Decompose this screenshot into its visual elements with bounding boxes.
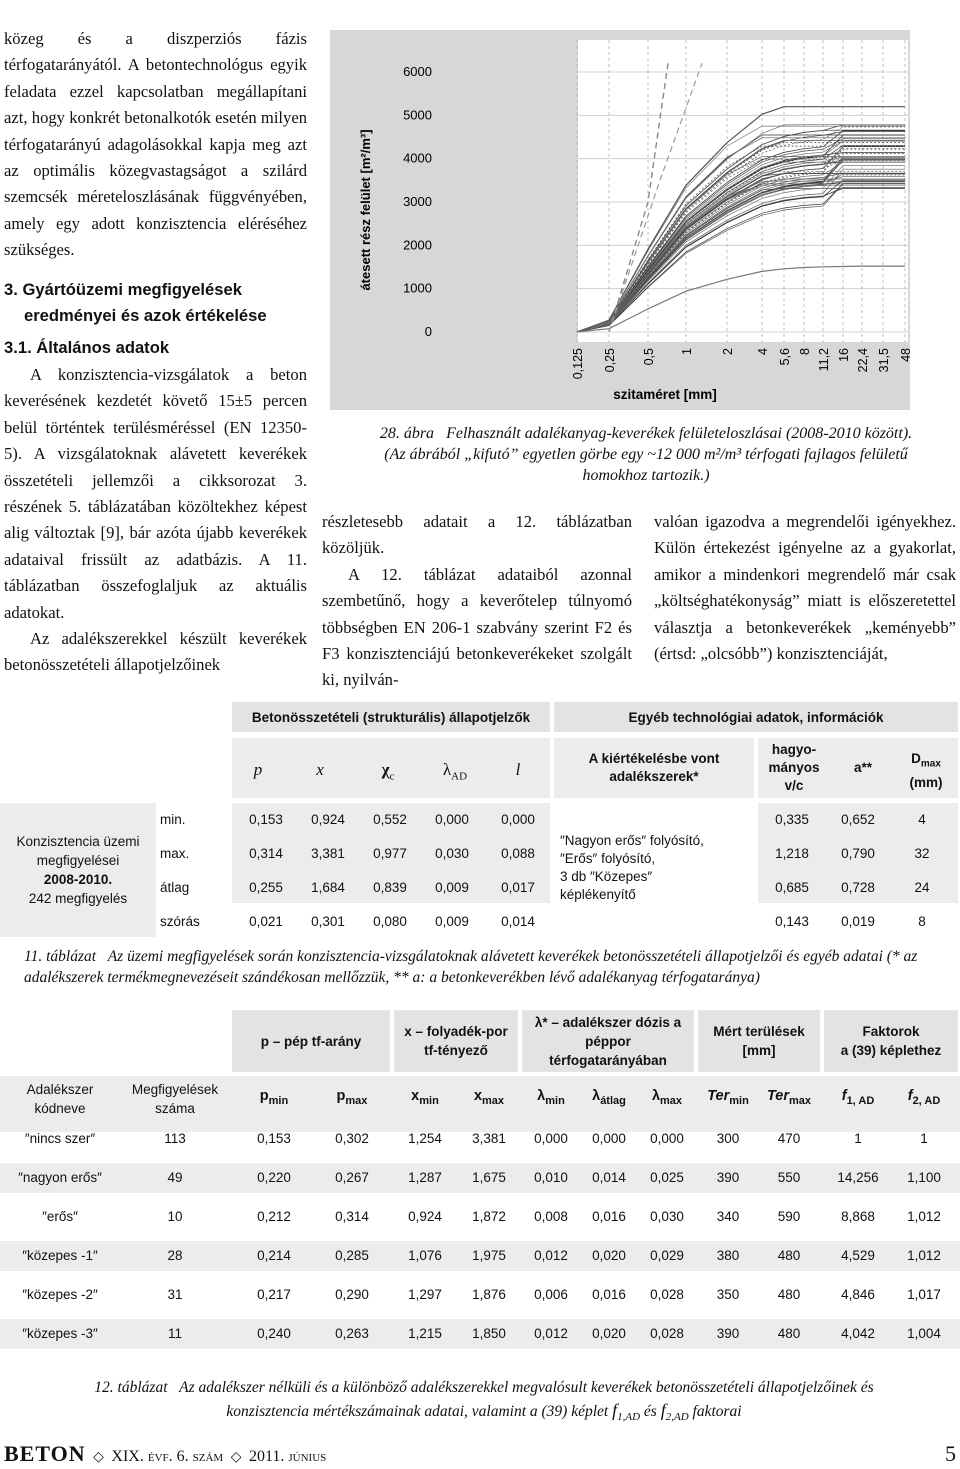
diamond-icon: ◇ (227, 1450, 245, 1465)
t12-cell-n: 10 (167, 1209, 183, 1224)
t11-col-a: a** (853, 760, 872, 775)
t11-side-line1: Konzisztencia üzemi (16, 834, 140, 849)
t11-col-dmax-unit: (mm) (909, 774, 943, 790)
t12-cell-n: 28 (167, 1248, 183, 1263)
t12-cell-f1: 14,256 (837, 1170, 879, 1185)
t12-cell-pmax: 0,302 (335, 1131, 369, 1146)
t11-side-label (0, 803, 156, 937)
t12-cell-f2: 1,100 (907, 1170, 941, 1185)
t11-cell-p: 0,314 (249, 846, 283, 861)
t12-cell-pmin: 0,212 (257, 1209, 291, 1224)
t12-header-ter (698, 1010, 820, 1072)
t12-cell-lavg: 0,020 (592, 1248, 626, 1263)
table-12-caption-line2a: konzisztencia mértékszámainak adatai, valamint a (39) képlet (226, 1403, 609, 1420)
t12-cell-lavg: 0,000 (592, 1131, 626, 1146)
t12-cell-lmax: 0,000 (650, 1131, 684, 1146)
t12-header-lambda-line1: λ* – adalékszer dózis a (534, 1014, 682, 1030)
figure-caption-line3: homokhoz tartozik.) (582, 467, 710, 484)
t12-cell-lmin: 0,006 (534, 1287, 568, 1302)
t12-cell-f1: 4,042 (841, 1326, 875, 1341)
t11-col-lambda (430, 760, 480, 782)
page-number: 5 (945, 1441, 956, 1466)
table-12 (0, 1008, 960, 1370)
journal-issue: XIX. évf. 6. szám (111, 1448, 224, 1465)
table-11-caption (24, 946, 944, 988)
figure-caption-line1: Felhasznált adalékanyag-keverékek felületeloszlásai (2008-2010 között). (446, 425, 913, 442)
t12-sub-pmin (236, 1088, 312, 1107)
t12-cell-lmax: 0,028 (650, 1287, 684, 1302)
t11-cell-p: 0,255 (249, 880, 283, 895)
t12-cell-lmin: 0,012 (534, 1326, 568, 1341)
t12-header-ter-line1: Mért terülések (713, 1024, 805, 1039)
t12-cell-lmax: 0,029 (650, 1248, 684, 1263)
left-column (4, 26, 307, 679)
t12-header-x-line2: tf-tényező (424, 1043, 488, 1058)
t12-sub-xmin-symbol: x (411, 1088, 420, 1104)
y-tick-label: 1000 (403, 280, 432, 296)
t12-sub-xmax-sub: max (482, 1094, 505, 1107)
t11-col-vc-line1: hagyo- (771, 742, 817, 757)
t12-cell-xmin: 1,215 (408, 1326, 442, 1341)
t12-cell-tmin: 380 (716, 1248, 740, 1263)
t12-sub-xmax-symbol: x (473, 1088, 483, 1104)
y-tick-label: 3000 (403, 194, 432, 209)
caption-f2-sub: 2,AD (665, 1411, 689, 1424)
t12-cell-f2: 1,017 (907, 1287, 941, 1302)
t11-side-line4: 242 megfigyelés (28, 891, 128, 906)
t11-col-chi (368, 760, 408, 782)
diamond-icon: ◇ (89, 1450, 108, 1465)
t12-header-code-line1: Adalékszer (26, 1082, 94, 1097)
t12-sub-xmin-sub: min (419, 1094, 439, 1107)
t11-cell-x: 0,924 (311, 812, 345, 827)
t12-row (0, 1280, 960, 1310)
surface-distribution-chart (330, 30, 913, 410)
t12-sub-f2-sub: 2, AD (912, 1094, 941, 1107)
t12-cell-tmin: 300 (716, 1131, 740, 1146)
t12-header-lambda-line3: térfogatarányában (549, 1052, 667, 1068)
t11-side-line3: 2008-2010. (43, 872, 113, 887)
t12-header-ter-line2: [mm] (742, 1043, 776, 1058)
t11-col-lambda-symbol: λ (442, 760, 452, 779)
t11-cell-chi: 0,552 (373, 812, 407, 827)
t11-cell-lam: 0,000 (435, 812, 469, 827)
t12-header-count-line1: Megfigyelések (131, 1082, 219, 1097)
t12-cell-lmin: 0,010 (534, 1170, 568, 1185)
y-tick-label: 4000 (403, 150, 432, 166)
t11-col-chi-sub: c (389, 770, 395, 783)
x-tick-label: 1 (680, 348, 694, 355)
middle-column (322, 509, 632, 694)
table-12-caption (34, 1377, 934, 1428)
t12-cell-xmax: 1,876 (472, 1287, 506, 1302)
t12-row (0, 1319, 960, 1349)
t12-cell-lavg: 0,014 (592, 1170, 626, 1185)
caption-and: és (643, 1403, 657, 1420)
t12-header-x-line1: x – folyadék-por (404, 1024, 508, 1039)
t11-cell-l: 0,000 (501, 812, 535, 827)
t12-cell-xmax: 1,850 (472, 1326, 506, 1341)
t11-group-header-structural: Betonösszetételi (strukturális) állapotjelzők (232, 702, 550, 732)
t11-cell-lam: 0,009 (435, 880, 469, 895)
x-tick-label: 48 (899, 348, 913, 362)
t12-sub-f1-symbol: f (841, 1088, 847, 1104)
t12-header-count-line2: száma (155, 1101, 195, 1116)
t12-cell-code: ″közepes -1″ (22, 1248, 98, 1263)
t12-row (0, 1202, 960, 1232)
t12-sub-lmin-sub: min (545, 1094, 565, 1107)
x-tick-label: 0,5 (642, 348, 656, 366)
t11-col-admix-line1: A kiértékelésbe vont (588, 751, 720, 766)
right-column (654, 509, 956, 667)
t12-cell-lavg: 0,020 (592, 1326, 626, 1341)
x-tick-label: 22,4 (856, 348, 870, 373)
t11-col-admix-line2: adalékszerek* (609, 769, 699, 784)
t11-admix-line1: ″Nagyon erős″ folyósító, (560, 833, 704, 848)
t11-cell-p: 0,021 (249, 914, 283, 929)
t12-cell-code: ″nagyon erős″ (18, 1170, 102, 1185)
t12-cell-tmin: 340 (716, 1209, 740, 1224)
t12-sub-xmax (458, 1088, 520, 1107)
t11-cell-a: 0,652 (841, 812, 875, 827)
t11-cell-p: 0,153 (249, 812, 283, 827)
t12-sub-termax (758, 1088, 820, 1107)
left-paragraph-1: közeg és a diszperziós fázis térfogatarányától. A betontechnológus egyik feladata ezzel kapcsolatban megállapítani azt, hogy konkrét betonalkotók esetén milyen térfogatarányú adagolásokkal kapja meg azt az optimális közegvastagságot a szilárd szemcsék méreteloszlásának függvényében, amely egy adott konzisztencia eléréséhez szükséges. (4, 29, 307, 260)
left-paragraph-2: A konzisztencia-vizsgálatok a beton keverésének kezdetét követő 15±5 percen belül történtek terülésméréssel (EN 12350-5). A vizsgálatoknak alávetett keverékek összetételi jellemzői a cikksorozat 3. részének 5. táblázatában közöltekhez képest alig változtak [9], bár azóta újabb keverékek adataival frissült az adatbázis. A 11. táblázatban összefoglaljuk az aktuális adatokat. (4, 364, 307, 622)
t11-col-vc (762, 741, 826, 795)
journal-date: 2011. június (248, 1448, 327, 1465)
t12-sub-f1 (826, 1088, 890, 1107)
table-11-caption-text: Az üzemi megfigyelések során konzisztencia-vizsgálatoknak alávetett keverékek betonösszetételi állapotjelzői és egyéb adatai (* az adalékszerek termékmegnevezéseit szándékosan mellőzzük, ** a: a betonkeverékben lévő adalékanyag térfogataránya) (24, 948, 918, 986)
y-tick-label: 2000 (403, 237, 432, 253)
t12-cell-pmin: 0,220 (257, 1170, 291, 1185)
x-tick-label: 4 (756, 348, 770, 355)
t11-row-label: min. (160, 812, 186, 827)
t12-cell-tmax: 480 (777, 1287, 801, 1302)
t12-cell-pmax: 0,285 (335, 1248, 369, 1263)
t12-cell-f2: 1,012 (907, 1209, 941, 1224)
t12-cell-pmax: 0,290 (335, 1287, 369, 1302)
t11-cell-x: 1,684 (311, 880, 345, 895)
t12-sub-pmax-symbol: p (336, 1088, 346, 1104)
t12-cell-f2: 1,004 (907, 1326, 941, 1341)
t11-group-header-other: Egyéb technológiai adatok, információk (554, 702, 958, 732)
y-axis-label: átesett rész felület [m²/m³] (358, 129, 373, 291)
t12-cell-xmin: 0,924 (408, 1209, 442, 1224)
t12-sub-lmax-symbol: λ (651, 1088, 661, 1104)
section-3-heading-line1: 3. Gyártóüzemi megfigyelések (4, 279, 242, 299)
t12-cell-pmin: 0,240 (257, 1326, 291, 1341)
t11-col-vc-line3: v/c (784, 778, 804, 793)
t11-side-line2: megfigyelései (36, 853, 120, 868)
t12-cell-pmin: 0,214 (257, 1248, 291, 1263)
t12-cell-f1: 8,868 (841, 1209, 875, 1224)
t12-sub-lmin-symbol: λ (537, 1088, 546, 1104)
table-12-caption-line1: Az adalékszer nélküli és a különböző adalékszerekkel megvalósult keverékek betonösszetételi állapotjelzőinek és (179, 1379, 874, 1396)
t12-cell-pmax: 0,267 (335, 1170, 369, 1185)
t12-cell-f1: 1 (854, 1131, 862, 1146)
section-3-heading-line2: eredményei és azok értékelése (24, 306, 267, 326)
t12-sub-xmin (394, 1088, 456, 1107)
figure-caption (336, 423, 956, 486)
t12-cell-xmin: 1,076 (408, 1248, 442, 1263)
t11-col-p: p (253, 760, 263, 779)
t12-cell-tmax: 550 (777, 1170, 801, 1185)
t11-admix-line3: 3 db ″Közepes″ (560, 869, 653, 884)
t11-col-chi-symbol: χ (381, 760, 390, 779)
t12-sub-pmin-symbol: p (259, 1088, 269, 1104)
t12-cell-xmax: 1,975 (472, 1248, 506, 1263)
journal-brand: BETON (4, 1441, 86, 1466)
t12-sub-pmax-sub: max (345, 1094, 368, 1107)
t11-cell-chi: 0,080 (373, 914, 407, 929)
t11-cell-lam: 0,030 (435, 846, 469, 861)
t11-cell-vc: 1,218 (775, 846, 809, 861)
t11-col-lambda-sub: AD (451, 770, 468, 783)
caption-f1-sub: 1,AD (617, 1411, 641, 1424)
t12-cell-pmin: 0,217 (257, 1287, 291, 1302)
t11-cell-d: 8 (918, 914, 926, 929)
t11-cell-a: 0,728 (841, 880, 875, 895)
right-paragraph-1: valóan igazodva a megrendelői igényekhez. Külön értekezést igényelne az a gyakorlat, amikor a mindenkori megrendelő már csak „költséghatékonyság” miatt is előszeretettel választja a betonkeverékek „keményebb” (értsd: „olcsóbb”) konzisztenciáját, (654, 512, 956, 664)
t12-cell-xmin: 1,297 (408, 1287, 442, 1302)
middle-paragraph-1: részletesebb adatait a 12. táblázatban közöljük. (322, 512, 632, 558)
t12-cell-xmax: 1,675 (472, 1170, 506, 1185)
t12-cell-f1: 4,529 (841, 1248, 875, 1263)
t12-cell-lmin: 0,000 (534, 1131, 568, 1146)
t11-col-l: l (515, 760, 521, 779)
t11-cell-chi: 0,839 (373, 880, 407, 895)
middle-paragraph-2: A 12. táblázat adataiból azonnal szembetűnő, hogy a keverőtelep túlnyomó többségben EN 206-1 szabvány szerint F2 és F3 konzisztenciájú betonkeverékeket szolgált ki, nyilván- (322, 564, 632, 690)
figure-number: 28. ábra (379, 425, 435, 442)
t12-header-code (4, 1080, 116, 1118)
table-12-caption-line2b: faktorai (692, 1403, 742, 1420)
t12-cell-lavg: 0,016 (592, 1209, 626, 1224)
x-tick-label: 16 (837, 348, 851, 362)
t12-cell-code: ″közepes -3″ (22, 1326, 98, 1341)
t11-cell-vc: 0,335 (775, 812, 809, 827)
page-footer (4, 1441, 956, 1467)
table-12-number: 12. táblázat (94, 1379, 168, 1396)
t12-sub-f2-symbol: f (907, 1088, 913, 1104)
t12-header-lambda (522, 1010, 694, 1072)
table-11 (0, 700, 960, 940)
t12-cell-tmax: 470 (777, 1131, 801, 1146)
t12-sub-pmax (314, 1088, 390, 1107)
t12-header-lambda-line2: péppor (585, 1033, 631, 1049)
t12-cell-tmax: 480 (777, 1248, 801, 1263)
t12-sub-f2 (892, 1088, 956, 1107)
left-paragraph-3: Az adalékszerekkel készült keverékek betonösszetételi állapotjelzőinek (4, 628, 307, 675)
t12-cell-lmax: 0,028 (650, 1326, 684, 1341)
t11-cell-d: 24 (914, 880, 930, 895)
t12-cell-f2: 1,012 (907, 1248, 941, 1263)
t11-row-label: max. (160, 846, 190, 861)
t12-cell-tmax: 480 (777, 1326, 801, 1341)
table-11-number: 11. táblázat (24, 948, 97, 965)
t12-cell-xmin: 1,254 (408, 1131, 442, 1146)
t12-cell-pmax: 0,263 (335, 1326, 369, 1341)
t12-sub-lavg-symbol: λ (592, 1088, 601, 1104)
t12-cell-n: 113 (164, 1131, 186, 1146)
t11-cell-d: 32 (914, 846, 930, 861)
x-tick-label: 0,125 (571, 348, 585, 380)
t11-cell-a: 0,019 (841, 914, 875, 929)
t12-cell-lmax: 0,030 (650, 1209, 684, 1224)
t12-sub-lmax-sub: max (660, 1094, 683, 1107)
t11-col-admix (554, 738, 754, 798)
t12-header-factors-line1: Faktorok (862, 1024, 920, 1039)
t12-cell-tmin: 350 (716, 1287, 740, 1302)
t12-header-p: p – pép tf-arány (232, 1010, 390, 1072)
t11-row-label: átlag (160, 880, 190, 895)
t12-cell-f2: 1 (920, 1131, 928, 1146)
t11-col-vc-line2: mányos (768, 760, 820, 775)
t12-cell-xmax: 3,381 (472, 1131, 506, 1146)
t12-header-x (394, 1010, 518, 1072)
t12-cell-n: 11 (167, 1326, 182, 1341)
t12-row (0, 1241, 960, 1271)
t12-cell-pmax: 0,314 (335, 1209, 369, 1224)
t11-col-dmax-sub: max (920, 758, 941, 770)
t12-sub-pmin-sub: min (268, 1094, 289, 1107)
t12-sub-termin-symbol: Ter (707, 1088, 730, 1104)
t12-row (0, 1163, 960, 1193)
t12-cell-xmax: 1,872 (472, 1209, 506, 1224)
t11-admix-line2: ″Erős″ folyósító, (560, 851, 656, 866)
t11-cell-l: 0,088 (501, 846, 535, 861)
t11-cell-l: 0,014 (501, 914, 535, 929)
y-tick-label: 5000 (403, 107, 432, 123)
t11-cell-d: 4 (918, 812, 926, 827)
t11-col-dmax-symbol: D (911, 751, 921, 766)
t12-cell-tmax: 590 (777, 1209, 801, 1224)
figure-caption-line2: (Az ábrából „kifutó” egyetlen görbe egy ~12 000 m²/m³ térfogati fajlagos felületű (384, 446, 908, 463)
t12-sub-lmin (522, 1088, 580, 1107)
t11-cell-vc: 0,143 (775, 914, 809, 929)
x-axis-label: szitaméret [mm] (613, 387, 717, 402)
t12-sub-termin-sub: min (729, 1094, 749, 1107)
t11-row-label: szórás (160, 914, 200, 929)
t11-cell-l: 0,017 (501, 880, 535, 895)
t12-cell-code: ″nincs szer″ (24, 1131, 96, 1146)
caption-f1-symbol: f (612, 1400, 618, 1420)
t11-col-dmax (898, 750, 954, 792)
t12-header-code-line2: kódneve (34, 1101, 86, 1116)
x-tick-label: 11,2 (817, 348, 831, 372)
t11-cell-a: 0,790 (841, 846, 875, 861)
t12-cell-f1: 4,846 (841, 1287, 875, 1302)
x-tick-label: 5,6 (778, 348, 792, 366)
t12-sub-lavg (580, 1088, 638, 1107)
section-3-1-heading: 3.1. Általános adatok (4, 338, 170, 358)
t11-cell-vc: 0,685 (775, 880, 809, 895)
t12-cell-n: 31 (167, 1287, 183, 1302)
y-tick-label: 6000 (403, 64, 432, 79)
t12-sub-f1-sub: 1, AD (846, 1094, 875, 1107)
y-tick-label: 0 (424, 324, 432, 339)
x-tick-label: 0,25 (603, 348, 617, 373)
t11-admix-line4: képlékenyítő (560, 887, 636, 902)
t12-cell-pmin: 0,153 (257, 1131, 291, 1146)
t12-cell-lmin: 0,012 (534, 1248, 568, 1263)
t12-sub-termax-sub: max (789, 1094, 812, 1107)
t12-header-factors-line2: a (39) képlethez (840, 1043, 942, 1058)
t11-col-x: x (316, 760, 324, 779)
t11-cell-x: 0,301 (311, 914, 345, 929)
t12-row (0, 1124, 960, 1154)
t12-header-factors (824, 1010, 958, 1072)
caption-f2-symbol: f (660, 1400, 666, 1420)
t12-cell-lmin: 0,008 (534, 1209, 568, 1224)
t12-cell-lmax: 0,025 (650, 1170, 684, 1185)
t12-sub-termin (698, 1088, 758, 1107)
t11-admix-list (560, 832, 750, 904)
t12-cell-tmin: 390 (716, 1326, 740, 1341)
t12-cell-tmin: 390 (716, 1170, 740, 1185)
x-tick-label: 31,5 (877, 348, 891, 373)
t11-cell-chi: 0,977 (373, 846, 407, 861)
t11-cell-x: 3,381 (311, 846, 345, 861)
t12-sub-lavg-sub: átlag (600, 1094, 626, 1107)
t12-cell-xmin: 1,287 (408, 1170, 442, 1185)
t12-cell-n: 49 (167, 1170, 183, 1185)
x-tick-label: 8 (798, 348, 812, 355)
t12-cell-code: ″közepes -2″ (22, 1287, 98, 1302)
t12-header-count (118, 1080, 232, 1118)
x-tick-label: 2 (721, 348, 735, 355)
t12-sub-termax-symbol: Ter (766, 1088, 789, 1104)
t12-sub-lmax (638, 1088, 696, 1107)
t12-cell-code: ″erős″ (42, 1209, 78, 1224)
t12-cell-lavg: 0,016 (592, 1287, 626, 1302)
t11-cell-lam: 0,009 (435, 914, 469, 929)
